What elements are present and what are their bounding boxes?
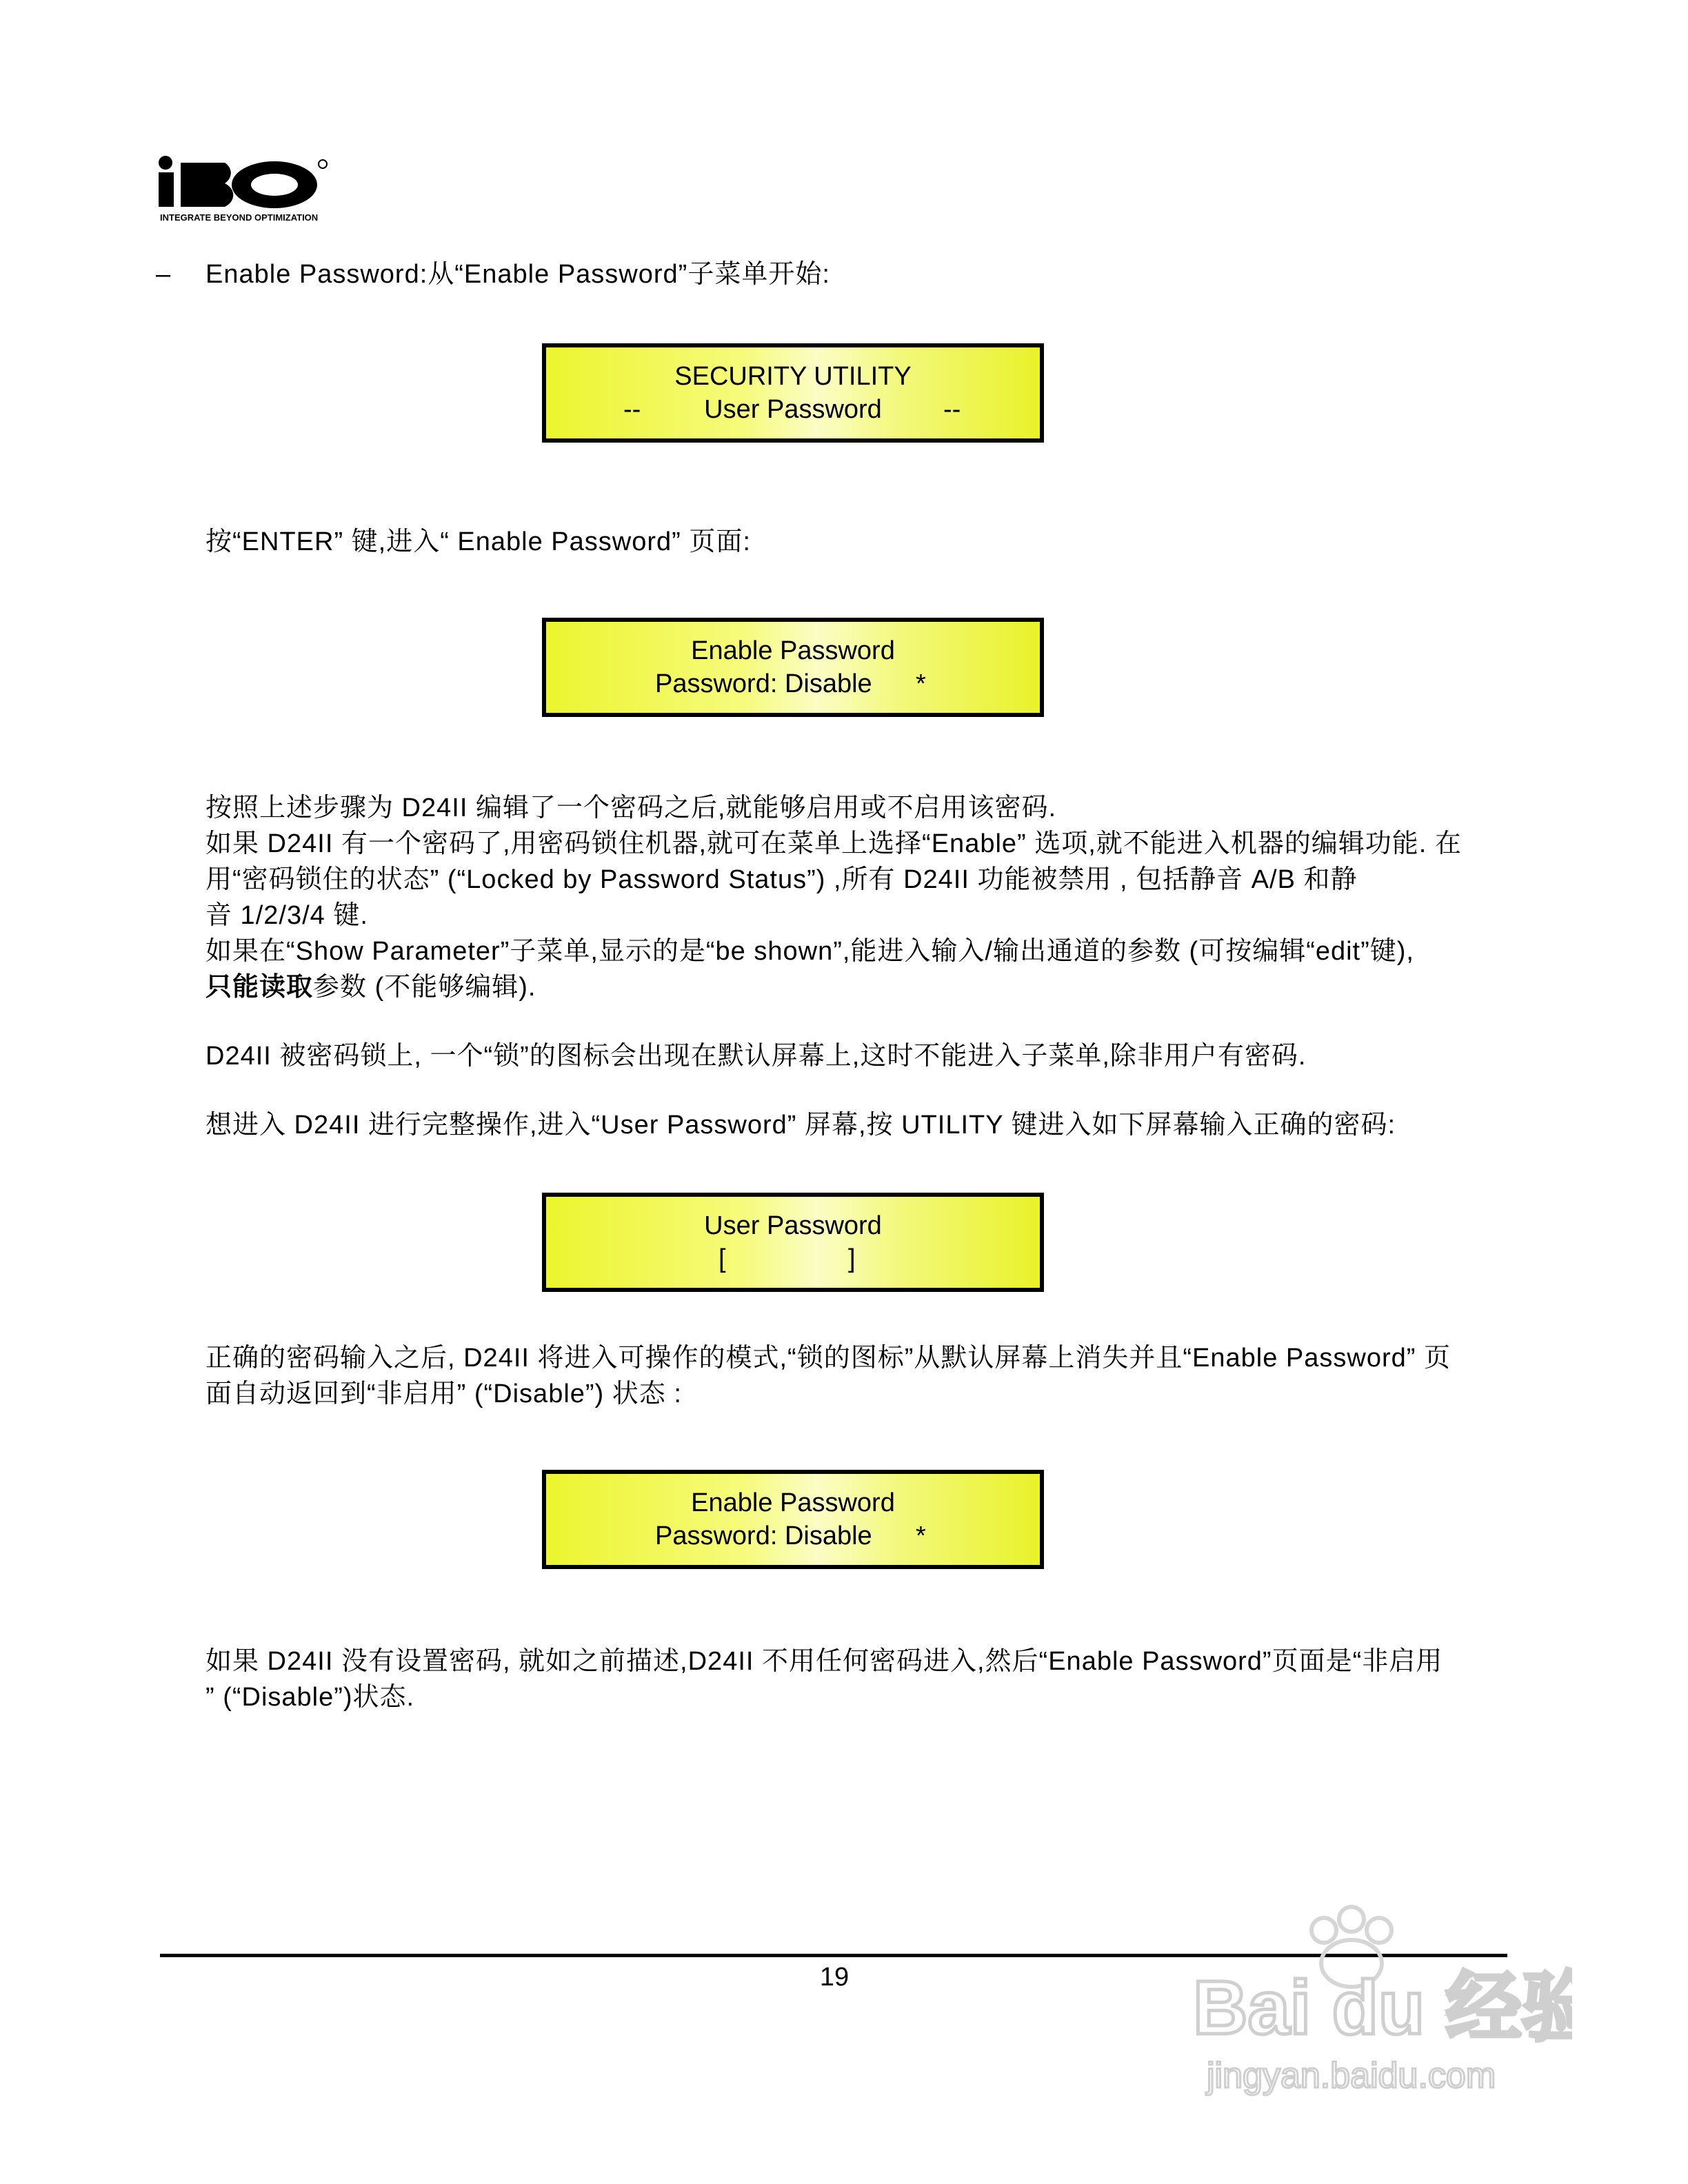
lcd-line2: User Password [704,395,882,424]
watermark-url: jingyan.baidu.com [1207,2056,1496,2096]
para-line-5: 如果在“Show Parameter”子菜单,显示的是“be shown”,能进入输入/输出通道的参数 (可按编辑“edit”键), [205,937,1414,966]
lcd-line1: User Password [704,1211,882,1240]
para-correct-line-2: 面自动返回到“非启用” (“Disable”) 状态 : [205,1379,682,1408]
page-number: 19 [819,1963,850,1992]
logo-tagline: INTEGRATE BEYOND OPTIMIZATION [160,212,319,223]
para-line-4: 音 1/2/3/4 键. [205,901,368,930]
lcd-line1: Enable Password [691,1488,895,1517]
lcd-open-bracket: [ [719,1244,726,1273]
lcd-marker: * [916,669,926,698]
para-line-3: 用“密码锁住的状态” (“Locked by Password Status”) ,所有 D24II 功能被禁用 , 包括静音 A/B 和静 [205,865,1358,894]
para-line-2: 如果 D24II 有一个密码了,用密码锁住机器,就可在菜单上选择“Enable” 选项,就不能进入机器的编辑功能. 在 [205,829,1462,858]
watermark-brand: Bai du 经验 [1193,1965,1572,2050]
lcd-close-bracket: ] [848,1244,856,1273]
para-line-1: 按照上述步骤为 D24II 编辑了一个密码之后,就能够启用或不启用该密码. [205,793,1057,822]
para-line-6-rest: 参数 (不能够编辑). [313,973,536,1002]
para-correct-line-1: 正确的密码输入之后, D24II 将进入可操作的模式,“锁的图标”从默认屏幕上消失并且“Enable Password” 页 [205,1344,1451,1373]
lcd-line2: Password: Disable [655,669,872,698]
baidu-watermark [1186,1903,1572,2110]
bullet-dash: – [156,260,171,289]
para-press-enter: 按“ENTER” 键,进入“ Enable Password” 页面: [205,527,751,556]
lcd-right-dashes: -- [943,395,961,424]
lcd-marker: * [916,1521,926,1550]
ibo-logo [157,153,354,225]
read-only-emphasis: 只能读取 [205,973,314,1002]
lcd-left-dashes: -- [623,395,641,424]
lcd-line1: Enable Password [691,636,895,665]
lcd-line1: SECURITY UTILITY [674,362,912,391]
para-full-access: 想进入 D24II 进行完整操作,进入“User Password” 屏幕,按 UTILITY 键进入如下屏幕输入正确的密码: [205,1111,1396,1140]
lcd-enable-password-2 [542,1470,1044,1569]
lcd-security-utility [542,343,1044,443]
para-lock: D24II 被密码锁上, 一个“锁”的图标会出现在默认屏幕上,这时不能进入子菜单,除非用户有密码. [205,1042,1307,1071]
para-no-password-line-2: ” (“Disable”)状态. [205,1683,415,1712]
lcd-enable-password [542,618,1044,717]
para-no-password-line-1: 如果 D24II 没有设置密码, 就如之前描述,D24II 不用任何密码进入,然后“Enable Password”页面是“非启用 [205,1647,1443,1676]
para-line-6 [205,969,1523,1005]
intro-text: Enable Password:从“Enable Password”子菜单开始: [205,260,830,289]
lcd-user-password [542,1193,1044,1292]
lcd-line2: Password: Disable [655,1521,872,1550]
